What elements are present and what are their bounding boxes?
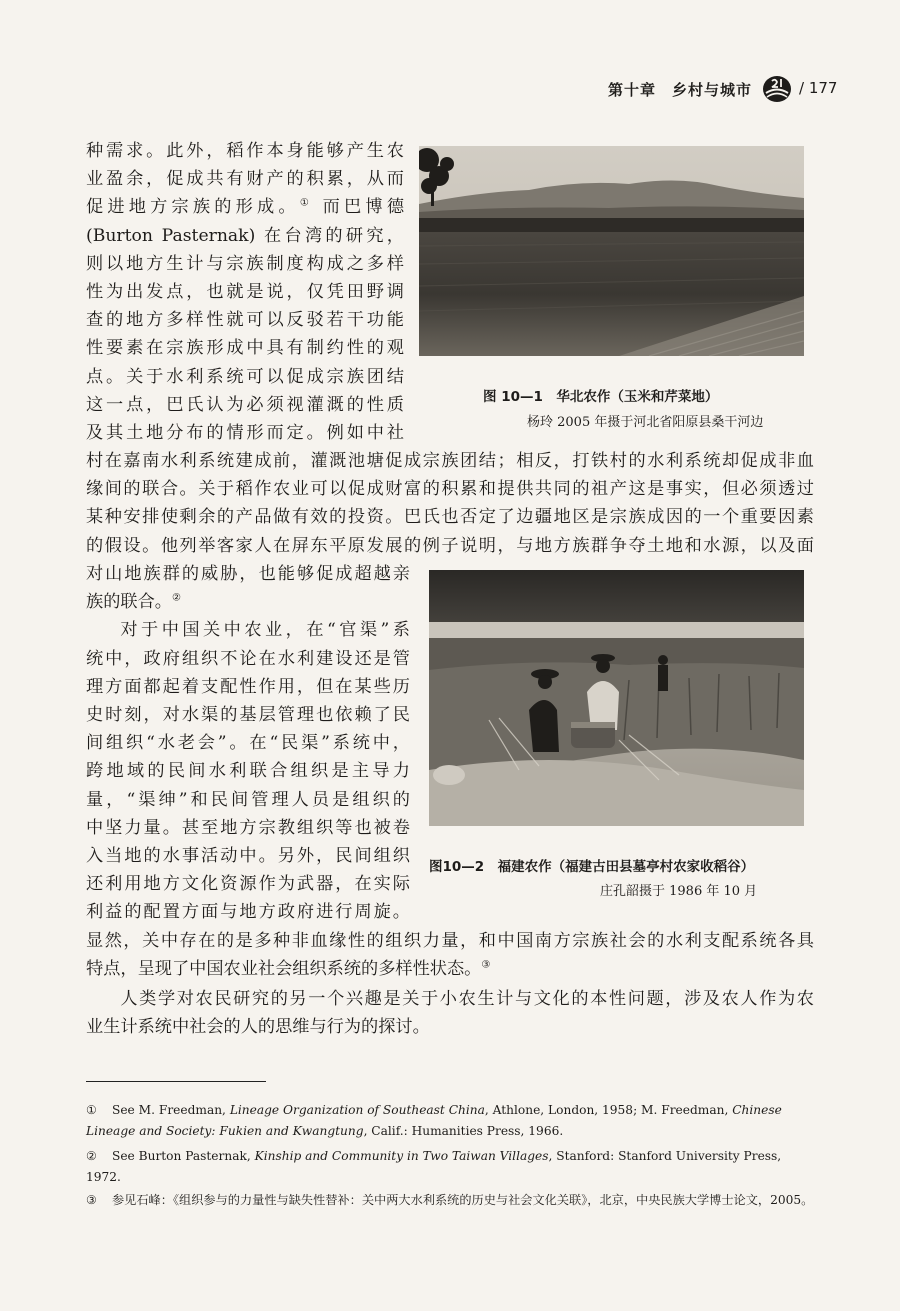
text-line: 对山地族群的威胁，也能够促成超越亲 — [86, 564, 410, 584]
harvest-photo-image — [429, 570, 804, 826]
text-block-5 — [86, 985, 814, 1041]
text-line: 入当地的水事活动中。另外，民间组织 — [86, 846, 410, 867]
text-line: 对于中国关中农业，在“官渠”系 — [120, 620, 410, 641]
footnote-2: ② See Burton Pasternak, Kinship and Community in Two Taiwan Villages, Stanford: Stanford University Press, 1972. — [86, 1146, 814, 1188]
text-line: 还利用地方文化资源作为武器，在实际 — [86, 874, 410, 895]
text-line: 间组织“水老会”。在“民渠”系统中， — [86, 733, 410, 754]
figure-1-credit: 杨玲 2005 年摄于河北省阳原县桑干河边 — [527, 415, 764, 430]
footnote-mark[interactable]: ① — [299, 197, 313, 209]
text-line: 族的联合。② — [86, 592, 181, 613]
text-line: (Burton Pasternak) 在台湾的研究， — [86, 225, 404, 246]
running-header — [556, 74, 846, 106]
text-line: 点。关于水利系统可以促成宗族团结 — [86, 366, 404, 387]
footnote-divider — [86, 1081, 266, 1082]
text-line: 业生计系统中社会的人的思维与行为的探讨。 — [86, 1017, 430, 1038]
footnote-number: ③ — [86, 1193, 97, 1207]
text-line: 特点，呈现了中国农业社会组织系统的多样性状态。③ — [86, 959, 491, 980]
text-block-4 — [86, 927, 814, 983]
text-line: 人类学对农民研究的另一个兴趣是关于小农生计与文化的本性问题，涉及农人作为农 — [120, 989, 814, 1009]
text-line: 统中，政府组织不论在水利建设还是管 — [86, 648, 410, 669]
text-line: 种需求。此外，稻作本身能够产生农 — [86, 141, 404, 161]
text-line: 促进地方宗族的形成。① 而巴博德 — [86, 197, 405, 218]
figure-1-photo — [419, 146, 804, 356]
footnote-mark[interactable]: ② — [171, 592, 181, 604]
publisher-logo-icon — [761, 74, 793, 104]
page-number: / 177 — [799, 79, 838, 97]
text-line: 及其土地分布的情形而定。例如中社 — [86, 423, 404, 444]
text-line: 这一点，巴氏认为必须视灌溉的性质 — [86, 394, 404, 415]
footnote-3: ③ 参见石峰：《组织参与的力量性与缺失性替补：关中两大水利系统的历史与社会文化关联》，北京，中央民族大学博士论文，2005。 — [86, 1190, 814, 1211]
text-line: 则以地方生计与宗族制度构成之多样 — [86, 253, 404, 274]
footnote-mark[interactable]: ③ — [481, 959, 491, 971]
figure-2-photo — [429, 570, 804, 826]
text-line: 性要素在宗族形成中具有制约性的观 — [86, 338, 404, 359]
text-line: 某种安排使剩余的产品做有效的投资。巴氏也否定了边疆地区是宗族成因的一个重要因素 — [86, 507, 814, 528]
text-block-2 — [86, 447, 814, 560]
text-line: 史时刻，对水渠的基层管理也依赖了民 — [86, 705, 410, 726]
text-block-3 — [86, 560, 410, 927]
figure-2-caption: 图10—2 福建农作（福建古田县墓亭村农家收稻谷） — [429, 859, 755, 875]
text-line: 跨地域的民间水利联合组织是主导力 — [86, 761, 410, 782]
footnote-number: ① — [86, 1103, 97, 1117]
farmland-photo-image — [419, 146, 804, 356]
text-line: 理方面都起着支配性作用，但在某些历 — [86, 676, 410, 697]
text-line: 村在嘉南水利系统建成前，灌溉池塘促成宗族团结；相反，打铁村的水利系统却促成非血 — [86, 451, 814, 471]
text-line: 量，“渠绅”和民间管理人员是组织的 — [86, 789, 410, 810]
text-line: 中坚力量。甚至地方宗教组织等也被卷 — [86, 817, 410, 838]
text-line: 性为出发点，也就是说，仅凭田野调 — [86, 282, 404, 303]
figure-2-credit: 庄孔韶摄于 1986 年 10 月 — [600, 884, 758, 899]
text-block-1 — [86, 137, 404, 447]
text-line: 查的地方多样性就可以反驳若干功能 — [86, 310, 404, 331]
text-line: 的假设。他列举客家人在屏东平原发展的例子说明，与地方族群争夺土地和水源，以及面 — [86, 535, 814, 556]
text-line: 显然，关中存在的是多种非血缘性的组织力量，和中国南方宗族社会的水利支配系统各具 — [86, 931, 814, 951]
footnote-number: ② — [86, 1149, 97, 1163]
text-line: 缘间的联合。关于稻作农业可以促成财富的积累和提供共同的祖产这是事实，但必须透过 — [86, 479, 814, 500]
text-line: 利益的配置方面与地方政府进行周旋。 — [86, 902, 410, 923]
figure-1-caption: 图 10—1 华北农作（玉米和芹菜地） — [483, 389, 719, 405]
text-line: 业盈余，促成共有财产的积累，从而 — [86, 169, 404, 190]
chapter-title: 第十章 乡村与城市 — [608, 81, 753, 99]
footnote-1: ① See M. Freedman, Lineage Organization of Southeast China, Athlone, London, 1958; M. Freedman, Chinese Lineage and Society: Fukien and Kwangtung, Calif.: Humanities Press, 1966. — [86, 1100, 814, 1142]
